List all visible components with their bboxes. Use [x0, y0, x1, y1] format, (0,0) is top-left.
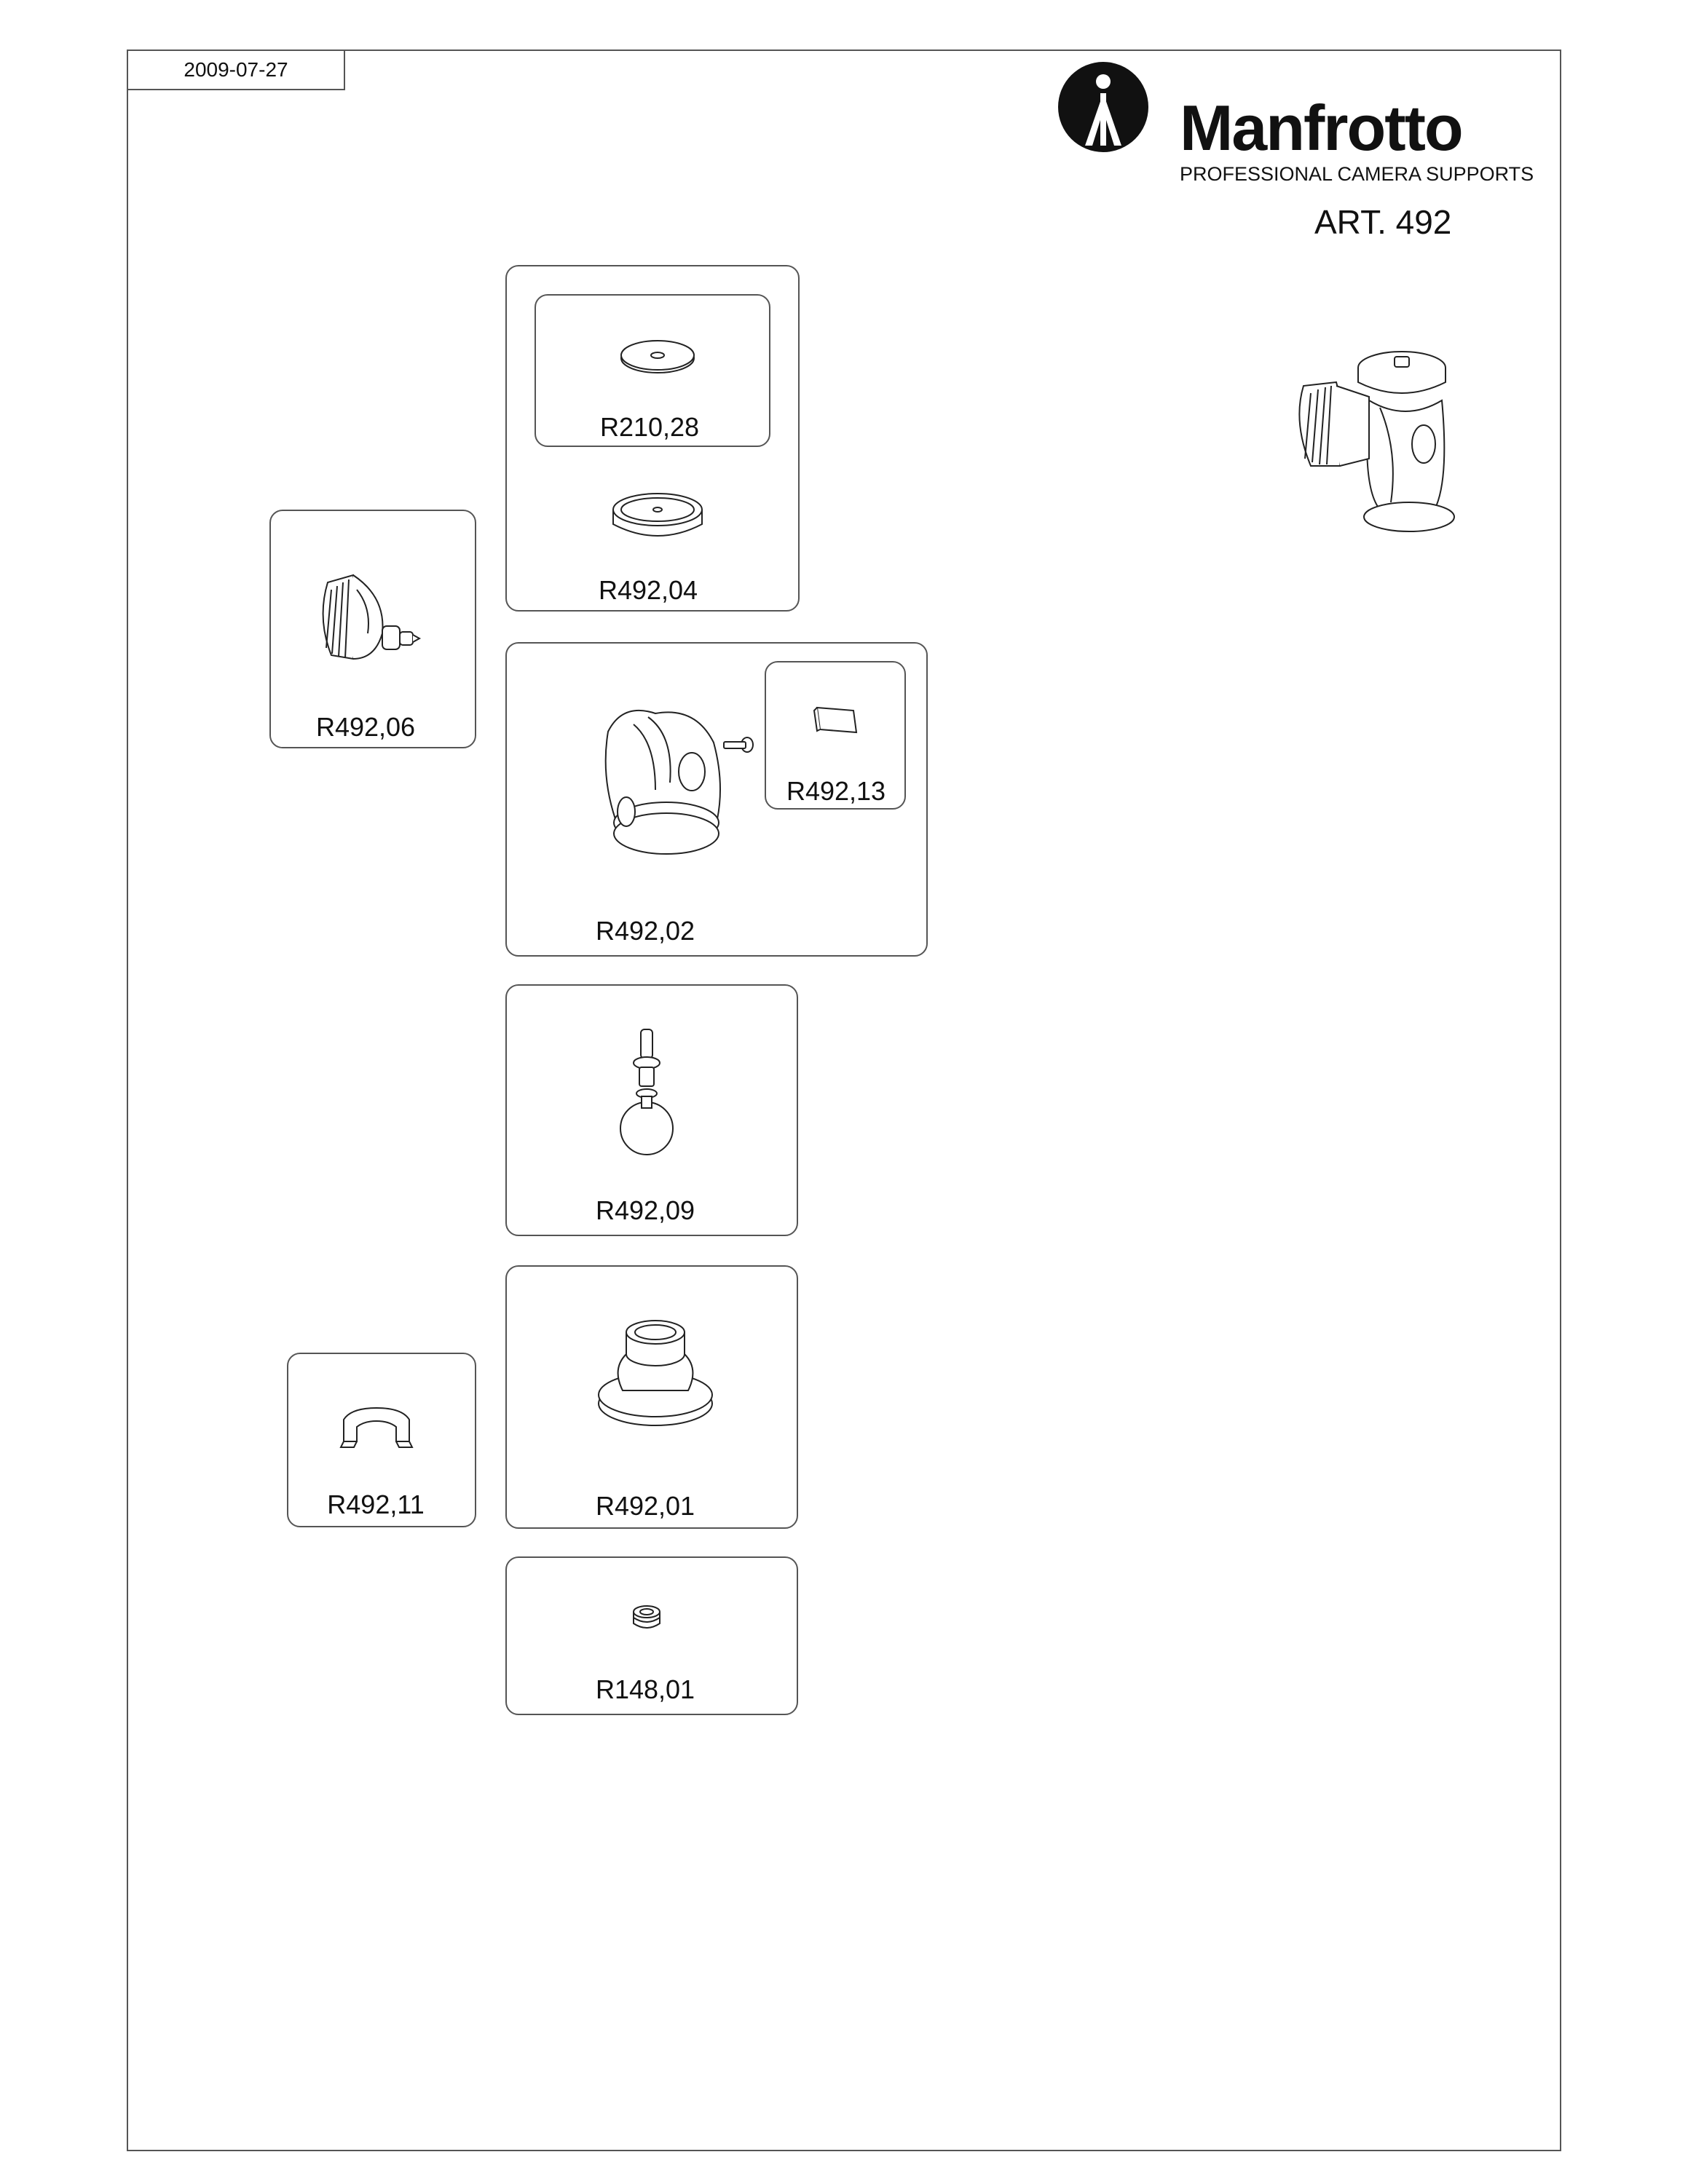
brand-tagline: PROFESSIONAL CAMERA SUPPORTS — [1180, 163, 1534, 185]
ball-stud-illustration — [618, 1026, 676, 1179]
small-screw-illustration — [719, 735, 756, 757]
base-socket-illustration — [593, 1310, 717, 1434]
label-r492-04: R492,04 — [598, 575, 698, 605]
knob-screw-illustration — [313, 553, 437, 677]
label-r492-09: R492,09 — [595, 1195, 695, 1225]
label-r492-01: R492,01 — [595, 1491, 695, 1521]
label-r492-13: R492,13 — [786, 776, 886, 806]
label-r492-02: R492,02 — [595, 916, 695, 946]
article-number: ART. 492 — [1314, 203, 1452, 241]
label-r492-11: R492,11 — [327, 1489, 425, 1519]
label-r492-06: R492,06 — [315, 712, 416, 742]
assembled-ball-head-illustration — [1289, 342, 1471, 539]
washer-disc-illustration — [618, 333, 698, 377]
threaded-bushing-illustration — [629, 1602, 664, 1634]
rubber-pad-illustration — [811, 702, 862, 738]
label-r210-28: R210,28 — [599, 412, 700, 442]
cup-cap-illustration — [609, 488, 706, 546]
ball-housing-illustration — [593, 703, 739, 859]
date-stamp: 2009-07-27 — [127, 50, 345, 90]
brand-name: Manfrotto — [1180, 92, 1462, 164]
split-clamp-ring-illustration — [336, 1405, 417, 1456]
label-r148-01: R148,01 — [595, 1674, 695, 1704]
brand-logo — [1056, 60, 1551, 191]
manfrotto-tripod-logo-icon — [1056, 60, 1151, 154]
